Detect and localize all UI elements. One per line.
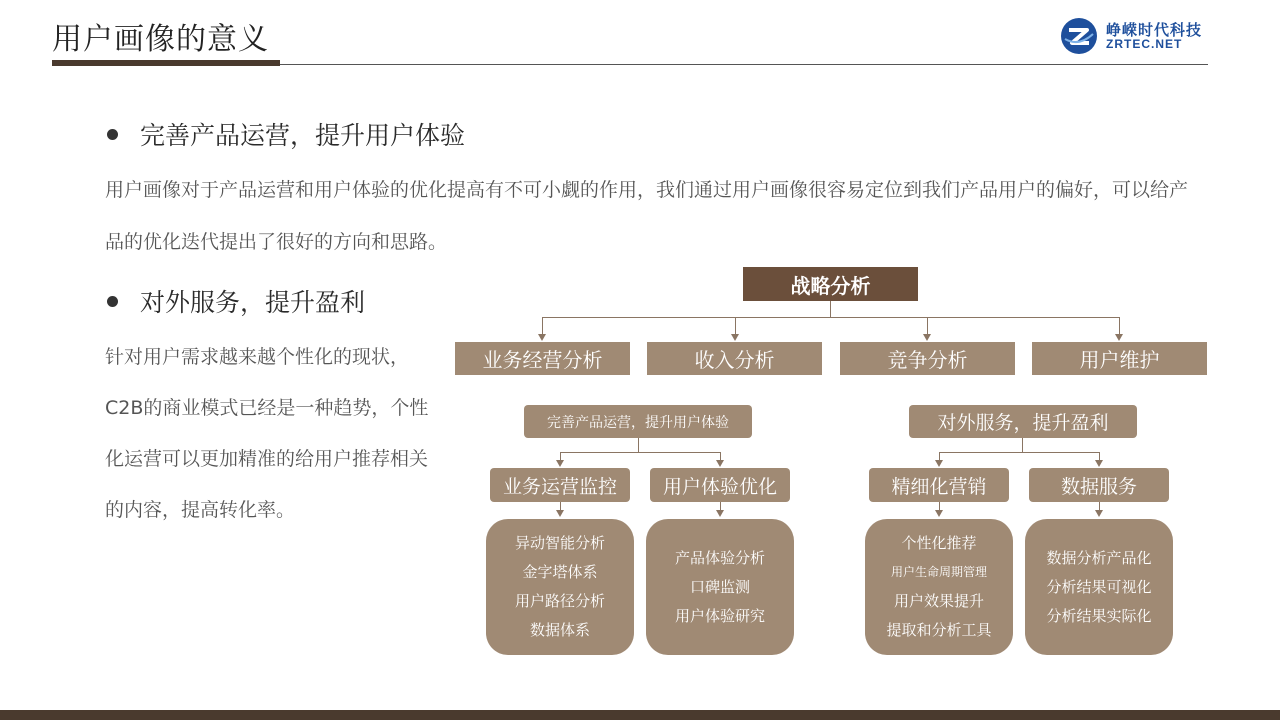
detail-box [646,519,794,655]
connector [939,452,1099,453]
page-title: 用户画像的意义 [52,22,269,57]
detail-item: 数据分析产品化 [1046,548,1152,567]
section1-heading: 完善产品运营，提升用户体验 [107,116,465,152]
section1-body: 用户画像对于产品运营和用户体验的优化提高有不可小觑的作用，我们通过用户画像很容易定位到我们产品用户的偏好，可以给产品的优化迭代提出了很好的方向和思路。 [105,179,1189,253]
detail-item: 数据体系 [529,621,590,639]
connector [1022,438,1023,453]
bullet-dot-icon [107,296,118,307]
arrow-icon [935,460,943,467]
detail-item: 用户生命周期管理 [890,565,987,579]
arrow-icon [935,510,943,517]
detail-item: 用户路径分析 [514,592,605,610]
section2-heading: 对外服务，提升盈利 [107,283,365,319]
detail-box [1025,519,1173,655]
level1-box: 业务经营分析 [455,342,630,375]
detail-box [865,519,1013,655]
arrow-icon [716,510,724,517]
detail-item: 金字塔体系 [522,563,598,581]
arrow-icon [538,334,546,341]
connector [542,317,543,335]
child-box: 精细化营销 [869,468,1009,502]
left-group-label: 完善产品运营，提升用户体验 [524,405,752,438]
detail-box [486,519,634,655]
arrow-icon [1095,510,1103,517]
detail-item: 产品体验分析 [674,548,765,567]
child-box: 数据服务 [1029,468,1169,502]
arrow-icon [1115,334,1123,341]
connector [1119,317,1120,335]
section2-body: 针对用户需求越来越个性化的现状，C2B的商业模式已经是一种趋势，个性化运营可以更加精准的给用户推荐相关的内容，提高转化率。 [105,346,429,521]
detail-item: 分析结果可视化 [1046,577,1152,596]
child-box: 业务运营监控 [490,468,630,502]
logo-english-text: ZRTEC.NET [1106,37,1183,51]
arrow-icon [731,334,739,341]
connector [638,438,639,453]
connector [735,317,736,335]
level1-box: 竞争分析 [840,342,1015,375]
diagram-root: 战略分析 [743,267,918,301]
arrow-icon [556,510,564,517]
logo-emblem-icon [1060,17,1098,55]
detail-item: 提取和分析工具 [886,621,992,639]
company-logo [1060,16,1210,56]
detail-item: 分析结果实际化 [1046,606,1152,625]
level1-box: 收入分析 [647,342,822,375]
detail-item: 用户体验研究 [674,606,765,625]
connector [560,452,720,453]
title-underline-bar [52,60,280,66]
connector [830,301,831,318]
detail-item: 用户效果提升 [893,592,984,610]
arrow-icon [716,460,724,467]
logo-chinese-text: 峥嵘时代科技 [1106,21,1203,39]
arrow-icon [556,460,564,467]
connector [927,317,928,335]
connector [542,317,1120,318]
right-group-label: 对外服务，提升盈利 [909,405,1137,438]
level1-box: 用户维护 [1032,342,1207,375]
detail-item: 异动智能分析 [514,534,605,552]
child-box: 用户体验优化 [650,468,790,502]
detail-item: 口碑监测 [689,577,750,596]
detail-item: 个性化推荐 [901,534,977,552]
arrow-icon [923,334,931,341]
arrow-icon [1095,460,1103,467]
footer-bar [0,710,1280,720]
bullet-dot-icon [107,129,118,140]
title-divider [280,64,1208,65]
